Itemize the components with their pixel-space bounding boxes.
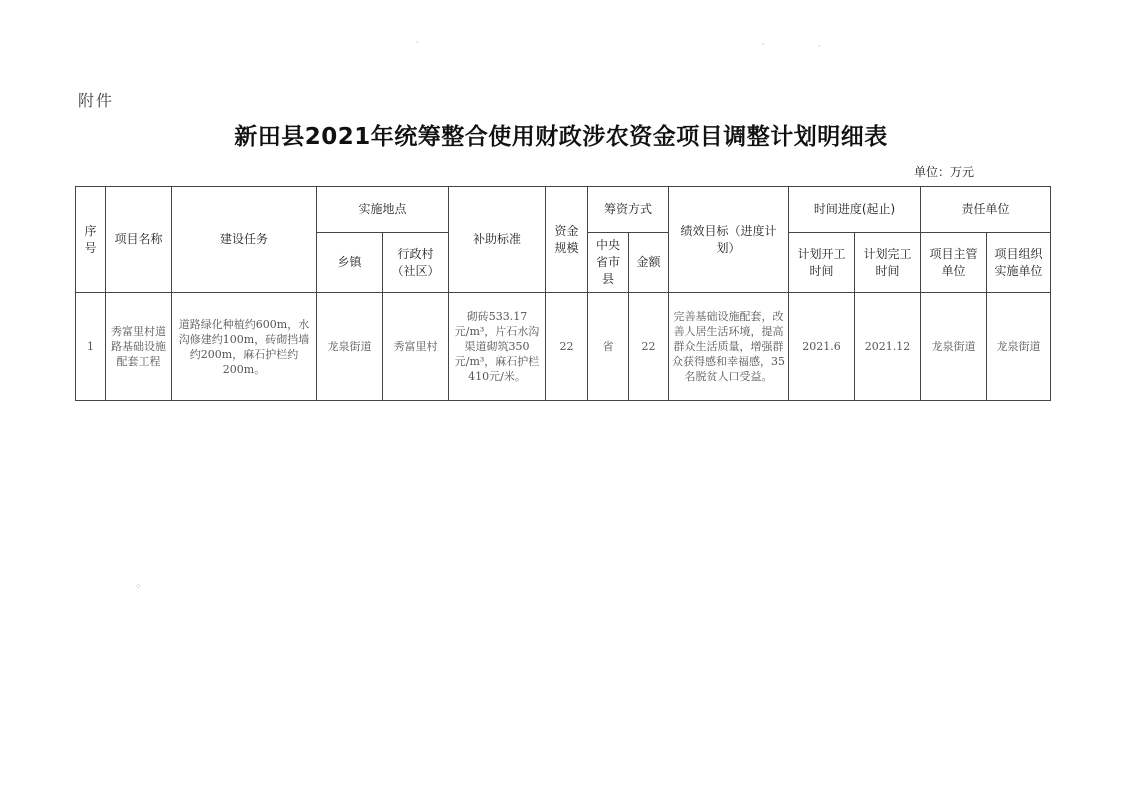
scan-speck: · [818,42,821,51]
header-performance-goal: 绩效目标（进度计划） [669,187,789,293]
cell-planned-start: 2021.6 [789,293,855,401]
header-project-name: 项目名称 [106,187,172,293]
header-fund-scale: 资金规模 [546,187,588,293]
unit-label: 单位：万元 [914,165,975,179]
table-row [76,293,1051,401]
plan-detail-table [75,186,1051,401]
scan-speck: · [762,40,765,49]
cell-amount: 22 [629,293,669,401]
cell-supervising-unit: 龙泉街道 [921,293,987,401]
cell-subsidy-standard: 砌砖533.17元/m³，片石水沟渠道砌筑350元/m³，麻石护栏410元/米。 [449,293,546,401]
header-seq: 序号 [76,187,106,293]
header-township: 乡镇 [317,233,383,293]
cell-implementing-unit: 龙泉街道 [987,293,1051,401]
attachment-label: 附件 [78,91,115,110]
header-implementing-unit: 项目组织实施单位 [987,233,1051,293]
document-title: 新田县2021年统筹整合使用财政涉农资金项目调整计划明细表 [234,124,888,150]
header-construction-task: 建设任务 [172,187,317,293]
header-village: 行政村（社区） [383,233,449,293]
cell-planned-end: 2021.12 [855,293,921,401]
header-funding-method: 筹资方式 [588,187,669,233]
scan-speck: ⁘ [135,582,142,591]
header-schedule: 时间进度(起止) [789,187,921,233]
cell-township: 龙泉街道 [317,293,383,401]
header-supervising-unit: 项目主管单位 [921,233,987,293]
header-subsidy-standard: 补助标准 [449,187,546,293]
cell-construction-task: 道路绿化种植约600m，水沟修建约100m，砖砌挡墙约200m，麻石护栏约200m。 [172,293,317,401]
cell-project-name: 秀富里村道路基础设施配套工程 [106,293,172,401]
cell-funding-level: 省 [588,293,629,401]
cell-fund-scale: 22 [546,293,588,401]
header-planned-start: 计划开工时间 [789,233,855,293]
header-row-1 [76,187,1051,233]
header-planned-end: 计划完工时间 [855,233,921,293]
scan-speck: · [416,38,419,47]
header-amount: 金额 [629,233,669,293]
cell-performance-goal: 完善基础设施配套，改善人居生活环境，提高群众生活质量，增强群众获得感和幸福感，35名脱贫人口受益。 [669,293,789,401]
cell-seq: 1 [76,293,106,401]
header-responsible-unit: 责任单位 [921,187,1051,233]
header-funding-level: 中央省市县 [588,233,629,293]
header-location: 实施地点 [317,187,449,233]
cell-village: 秀富里村 [383,293,449,401]
